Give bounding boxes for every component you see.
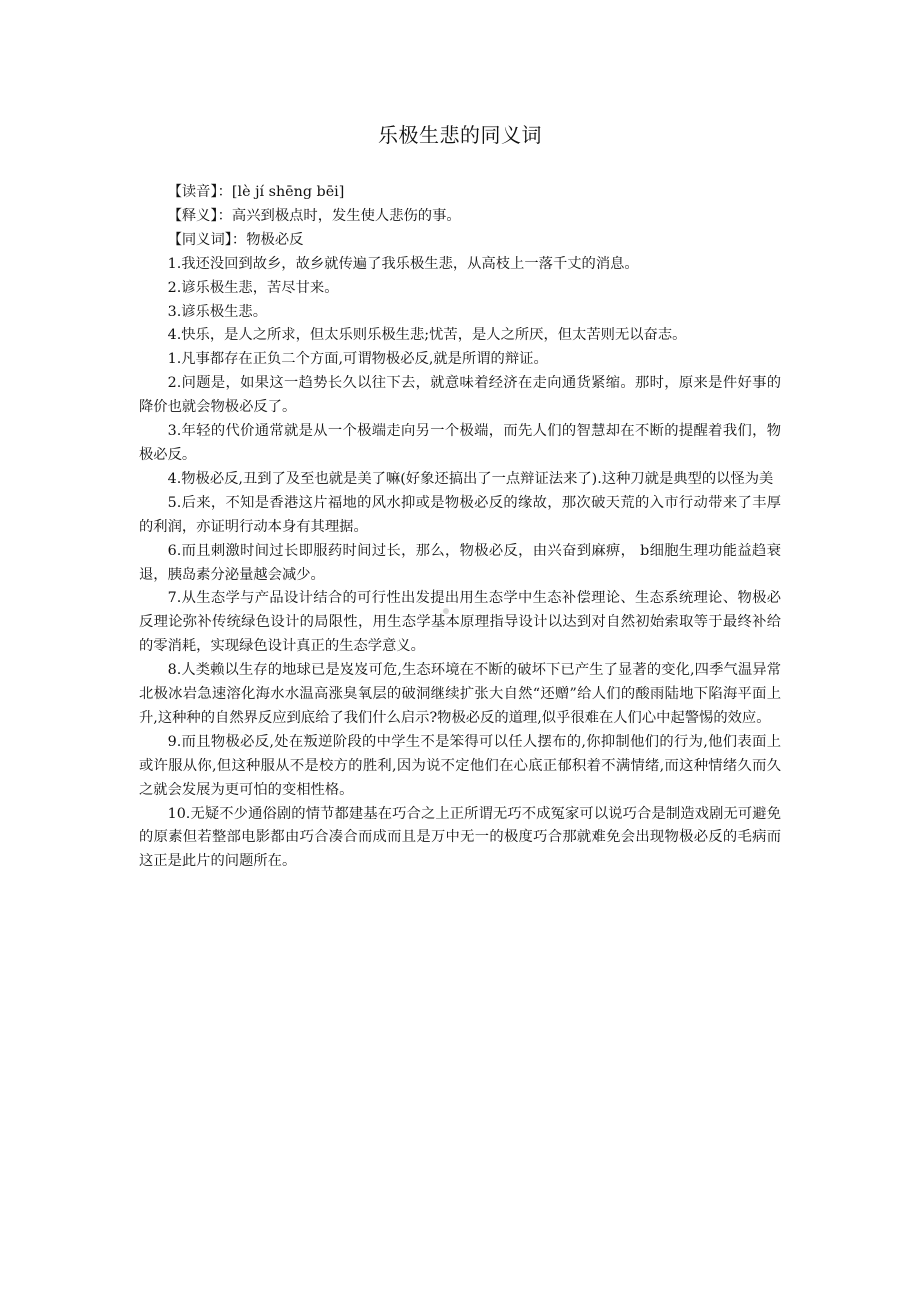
example-b-9: 9.而且物极必反,处在叛逆阶段的中学生不是笨得可以任人摆布的,你抑制他们的行为,他们表面上或许服从你,但这种服从不是校方的胜利,因为说不定他们在心底正郁积着不满情绪,而这种情绪久而久之就会发展为更可怕的变相性格。 bbox=[139, 733, 781, 798]
example-b-10: 10.无疑不少通俗剧的情节都建基在巧合之上正所谓无巧不成冤家可以说巧合是制造戏剧无可避免的原素但若整部电影都由巧合凑合而成而且是万中无一的极度巧合那就难免会出现物极必反的毛病而这正是此片的问题所在。 bbox=[139, 805, 781, 870]
example-b-7: 7.从生态学与产品设计结合的可行性出发提出用生态学中生态补偿理论、生态系统理论、物极必反理论弥补传统绿色设计的局限性，用生态学基本原理指导设计以达到对自然初始索取等于最终补给的零消耗，实现绿色设计真正的生态学意义。 bbox=[139, 590, 781, 655]
reading-line: 【读音】：[lè jí shēng bēi] bbox=[167, 184, 345, 200]
example-b-6: 6.而且刺激时间过长即服药时间过长，那么，物极必反，由兴奋到麻痹， b细胞生理功能益趋衰退，胰岛素分泌量越会减少。 bbox=[139, 542, 781, 583]
meaning-line: 【释义】：高兴到极点时，发生使人悲伤的事。 bbox=[167, 207, 461, 224]
example-b-1: 1.凡事都存在正负二个方面,可谓物极必反,就是所谓的辩证。 bbox=[167, 351, 548, 368]
synonym-line: 【同义词】：物极必反 bbox=[167, 231, 304, 248]
scan-dot bbox=[443, 608, 449, 614]
example-b-4: 4.物极必反,丑到了及至也就是美了嘛(好象还搞出了一点辩证法来了).这种刀就是典型的以怪为美 bbox=[167, 470, 774, 487]
example-b-3: 3.年轻的代价通常就是从一个极端走向另一个极端，而先人们的智慧却在不断的提醒着我们，物极必反。 bbox=[139, 423, 781, 463]
example-b-2: 2.问题是，如果这一趋势长久以往下去，就意味着经济在走向通货紧缩。那时，原来是件好事的降价也就会物极必反了。 bbox=[139, 375, 781, 416]
document-title: 乐极生悲的同义词 bbox=[378, 123, 542, 147]
example-b-8: 8.人类赖以生存的地球已是岌岌可危,生态环境在不断的破坏下已产生了显著的变化,四季气温异常北极冰岩急速溶化海水水温高涨臭氧层的破洞继续扩张大自然“还赠”给人们的酸雨陆地下陷海平面上升,这种种的自然界反应到底给了我们什么启示?物极必反的道理,似乎很难在人们心中起警惕的效应。 bbox=[139, 662, 781, 726]
example-a-2: 2.谚乐极生悲，苦尽甘来。 bbox=[167, 279, 339, 296]
document-body bbox=[139, 181, 781, 874]
example-a-3: 3.谚乐极生悲。 bbox=[167, 303, 268, 320]
example-b-5: 5.后来，不知是香港这片福地的风水抑或是物极必反的缘故，那次破天荒的入市行动带来了丰厚的利润，亦证明行动本身有其理据。 bbox=[139, 494, 781, 535]
example-a-1: 1.我还没回到故乡，故乡就传遍了我乐极生悲，从高枝上一落千丈的消息。 bbox=[167, 255, 639, 272]
example-a-4: 4.快乐，是人之所求，但太乐则乐极生悲;忧苦，是人之所厌，但太苦则无以奋志。 bbox=[167, 327, 687, 344]
